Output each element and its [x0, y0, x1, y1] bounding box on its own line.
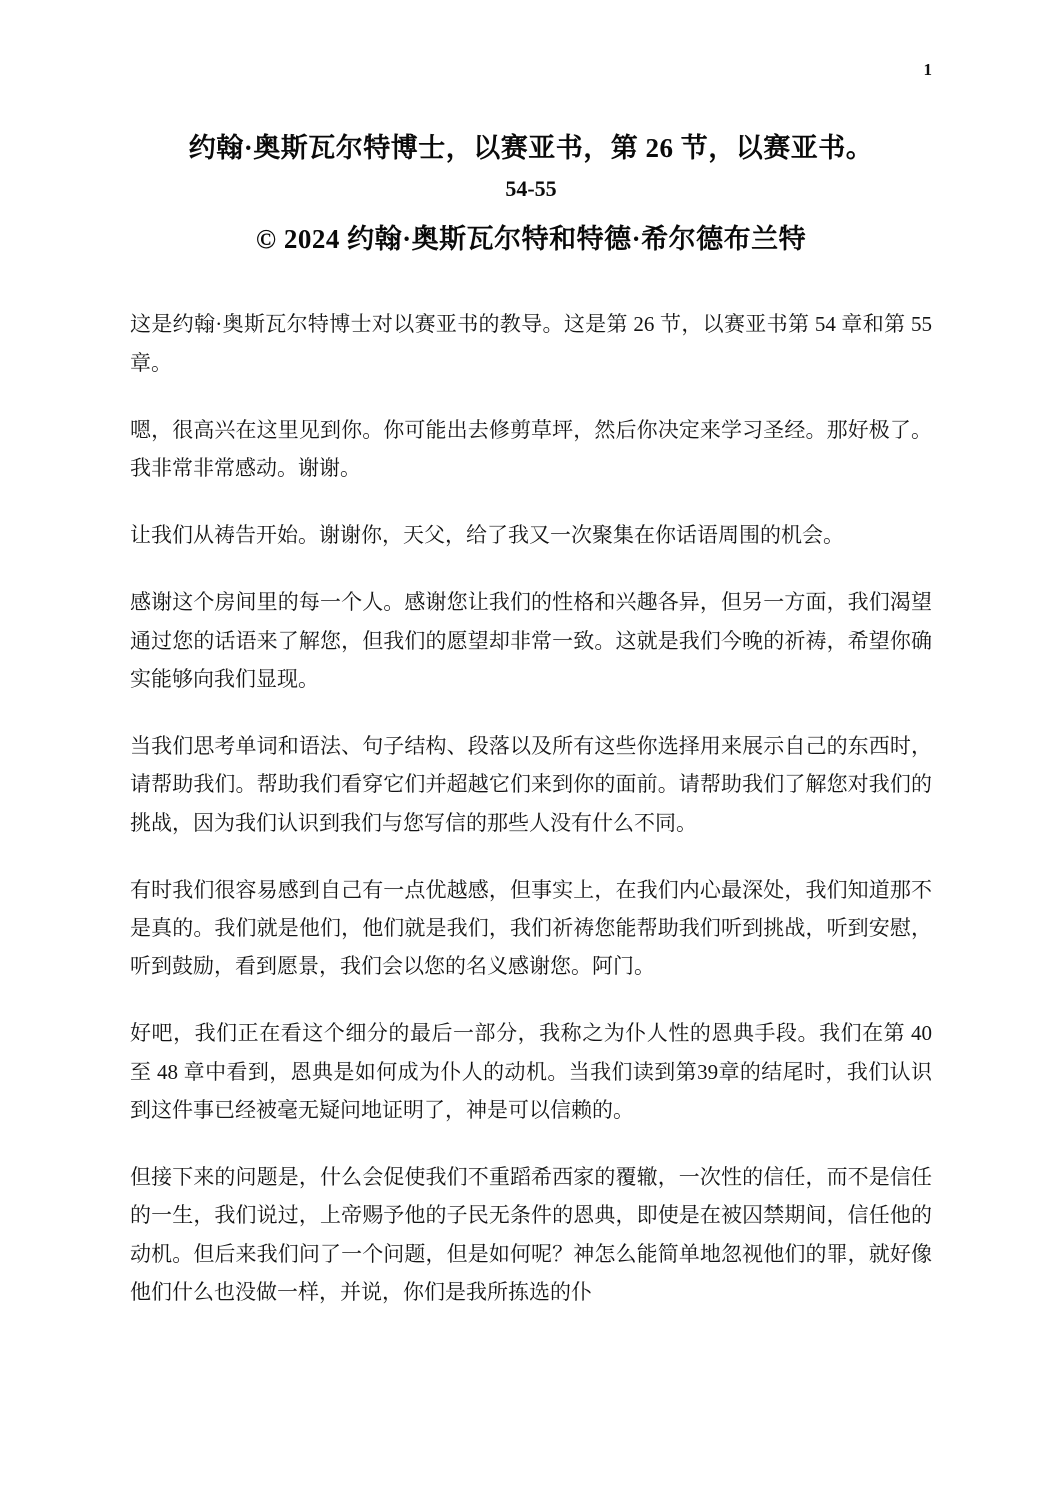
paragraph: 但接下来的问题是，什么会促使我们不重蹈希西家的覆辙，一次性的信任，而不是信任的一生，我们说过，上帝赐予他的子民无条件的恩典，即使是在被囚禁期间，信任他的动机。但后来我们问了一个问题，但是如何呢？神怎么能简单地忽视他们的罪，就好像他们什么也没做一样，并说，你们是我所拣选的仆 [130, 1165, 932, 1304]
paragraph: 让我们从祷告开始。谢谢你，天父，给了我又一次聚集在你话语周围的机会。 [130, 523, 844, 548]
document-content [130, 128, 932, 1340]
document-body [130, 305, 932, 1311]
document-title: 约翰·奥斯瓦尔特博士，以赛亚书，第 26 节，以赛亚书。 [188, 133, 874, 163]
paragraph: 这是约翰·奥斯瓦尔特博士对以赛亚书的教导。这是第 26 节，以赛亚书第 54 章和第 55 章。 [130, 312, 932, 375]
copyright-line: © 2024 约翰·奥斯瓦尔特和特德·希尔德布兰特 [255, 223, 807, 254]
document-subtitle: 54-55 [505, 175, 557, 201]
paragraph: 好吧，我们正在看这个细分的最后一部分，我称之为仆人性的恩典手段。我们在第 40 至 48 章中看到，恩典是如何成为仆人的动机。当我们读到第39章的结尾时，我们认识到这件事已经被毫无疑问地证明了，神是可以信赖的。 [130, 1021, 932, 1122]
document-title-block [130, 128, 932, 259]
paragraph: 嗯，很高兴在这里见到你。你可能出去修剪草坪，然后你决定来学习圣经。那好极了。我非常非常感动。谢谢。 [130, 417, 932, 480]
page-number: 1 [923, 60, 932, 79]
paragraph: 当我们思考单词和语法、句子结构、段落以及所有这些你选择用来展示自己的东西时，请帮助我们。帮助我们看穿它们并超越它们来到你的面前。请帮助我们了解您对我们的挑战，因为我们认识到我们与您写信的那些人没有什么不同。 [130, 734, 932, 835]
paragraph: 有时我们很容易感到自己有一点优越感，但事实上，在我们内心最深处，我们知道那不是真的。我们就是他们，他们就是我们，我们祈祷您能帮助我们听到挑战，听到安慰，听到鼓励，看到愿景，我们会以您的名义感谢您。阿门。 [130, 877, 932, 979]
paragraph: 感谢这个房间里的每一个人。感谢您让我们的性格和兴趣各异，但另一方面，我们渴望通过您的话语来了解您，但我们的愿望却非常一致。这就是我们今晚的祈祷，希望你确实能够向我们显现。 [130, 590, 932, 691]
